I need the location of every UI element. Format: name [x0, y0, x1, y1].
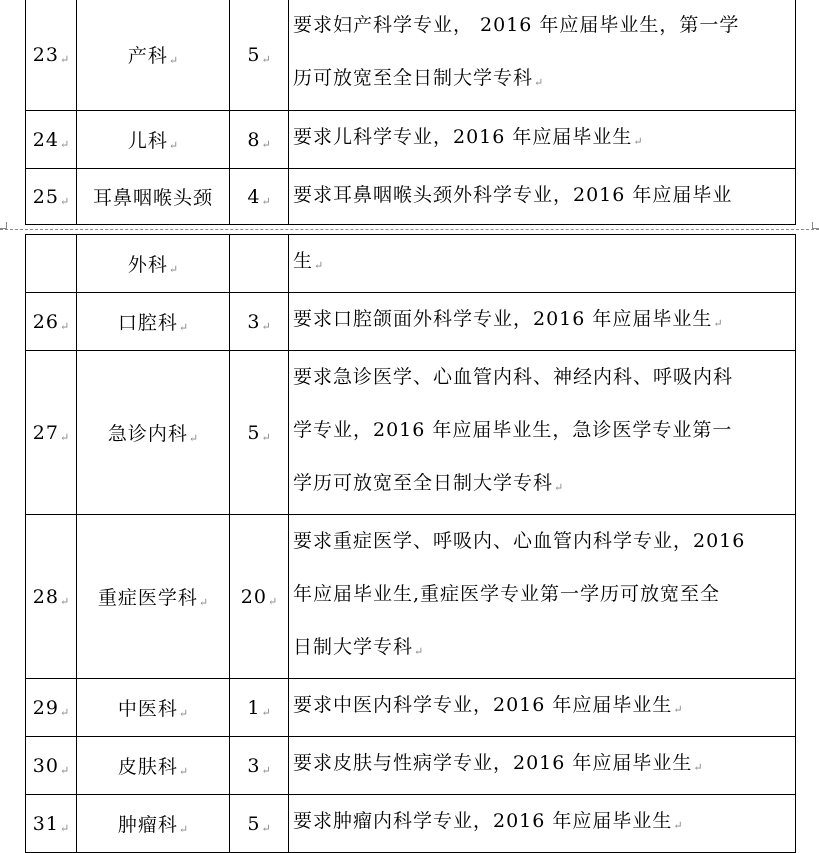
- requirement-cell: [289, 351, 796, 515]
- department-cell: 重症医学科↵: [77, 515, 230, 679]
- row-number-cell: 29↵: [26, 679, 77, 737]
- requirement-line: 要求妇产科学专业， 2016 年应届毕业生，第一学: [293, 14, 740, 36]
- table-row: [26, 795, 796, 853]
- department-cell: 产科↵: [77, 0, 230, 111]
- requirement-line: 要求儿科学专业，2016 年应届毕业生↵: [293, 126, 643, 148]
- quota-cell: 5↵: [230, 351, 289, 515]
- requirement-cell: [289, 515, 796, 679]
- row-number-cell: 24↵: [26, 111, 77, 169]
- page-break-line: [0, 229, 819, 230]
- quota-cell: [230, 235, 289, 293]
- department-cell: 中医科↵: [77, 679, 230, 737]
- row-number-cell: 30↵: [26, 737, 77, 795]
- requirement-cell: [289, 111, 796, 169]
- quota-cell: 4↵: [230, 169, 289, 225]
- department-cell: 肿瘤科↵: [77, 795, 230, 853]
- table-row: [26, 169, 796, 225]
- quota-cell: 1↵: [230, 679, 289, 737]
- row-number-cell: 26↵: [26, 293, 77, 351]
- enrollment-table-top: [25, 0, 796, 225]
- requirement-cell: [289, 169, 796, 225]
- requirement-line: 学历可放宽至全日制大学专科↵: [293, 472, 564, 494]
- table-row: [26, 0, 796, 111]
- table-row: [26, 679, 796, 737]
- requirement-cell: [289, 0, 796, 111]
- requirement-cell: [289, 737, 796, 795]
- department-cell: 外科↵: [77, 235, 230, 293]
- quota-cell: 20↵: [230, 515, 289, 679]
- requirement-cell: [289, 795, 796, 853]
- row-number-cell: 23↵: [26, 0, 77, 111]
- requirement-line: 要求口腔颌面外科学专业，2016 年应届毕业生↵: [293, 308, 723, 330]
- row-number-cell: 27↵: [26, 351, 77, 515]
- requirement-line: 学专业，2016 年应届毕业生，急诊医学专业第一: [293, 419, 733, 441]
- row-number-cell: 28↵: [26, 515, 77, 679]
- table-row: [26, 235, 796, 293]
- page-corner-mark: [0, 222, 7, 229]
- quota-cell: 3↵: [230, 737, 289, 795]
- table-row: [26, 293, 796, 351]
- quota-cell: 5↵: [230, 795, 289, 853]
- quota-cell: 5↵: [230, 0, 289, 111]
- requirement-line: 要求肿瘤内科学专业，2016 年应届毕业生↵: [293, 810, 683, 832]
- quota-cell: 3↵: [230, 293, 289, 351]
- department-cell: 耳鼻咽喉头颈: [77, 169, 230, 225]
- page-corner-mark: [812, 222, 819, 229]
- requirement-cell: [289, 293, 796, 351]
- enrollment-table-bottom: [25, 234, 796, 853]
- row-number-cell: 31↵: [26, 795, 77, 853]
- requirement-line: 生↵: [293, 250, 324, 272]
- requirement-line: 历可放宽至全日制大学专科↵: [293, 67, 544, 89]
- requirement-cell: [289, 235, 796, 293]
- department-cell: 口腔科↵: [77, 293, 230, 351]
- table-row: [26, 737, 796, 795]
- department-cell: 急诊内科↵: [77, 351, 230, 515]
- requirement-line: 要求耳鼻咽喉头颈外科学专业，2016 年应届毕业: [293, 184, 733, 206]
- row-number-cell: [26, 235, 77, 293]
- requirement-line: 日制大学专科↵: [293, 636, 424, 658]
- table-row: [26, 111, 796, 169]
- quota-cell: 8↵: [230, 111, 289, 169]
- requirement-line: 要求急诊医学、心血管内科、神经内科、呼吸内科: [293, 366, 734, 388]
- requirement-line: 要求中医内科学专业，2016 年应届毕业生↵: [293, 694, 683, 716]
- requirement-line: 要求皮肤与性病学专业，2016 年应届毕业生↵: [293, 752, 703, 774]
- department-cell: 皮肤科↵: [77, 737, 230, 795]
- table-row: [26, 515, 796, 679]
- table-row: [26, 351, 796, 515]
- requirement-line: 要求重症医学、呼吸内、心血管内科学专业，2016: [293, 530, 746, 552]
- row-number-cell: 25↵: [26, 169, 77, 225]
- requirement-line: 年应届毕业生,重症医学专业第一学历可放宽至全: [293, 583, 721, 605]
- department-cell: 儿科↵: [77, 111, 230, 169]
- requirement-cell: [289, 679, 796, 737]
